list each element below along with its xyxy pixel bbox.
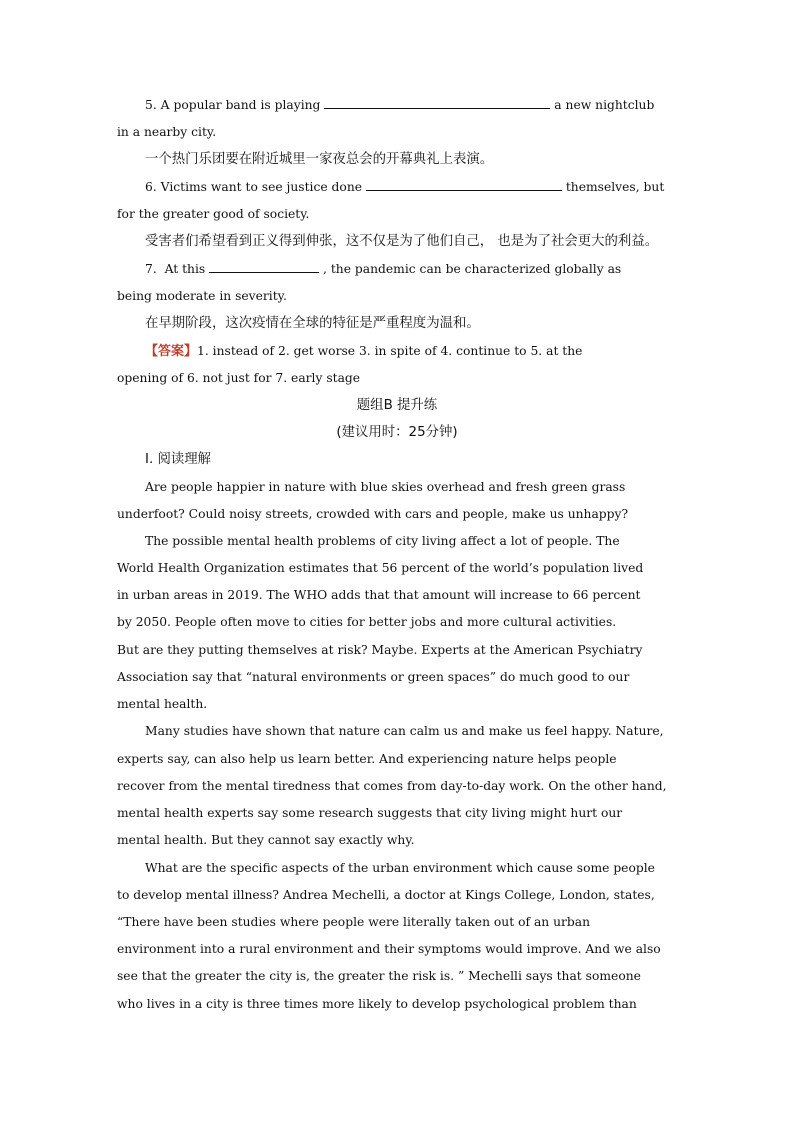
passage-line: Many studies have shown that nature can calm us and make us feel happy. Nature, <box>145 724 664 738</box>
exercise-text-after: a new nightclub <box>554 98 655 112</box>
passage-line: Are people happier in nature with blue skies overhead and fresh green grass <box>145 480 626 494</box>
answer-blank <box>324 97 550 109</box>
exercise-7-line1 <box>145 256 677 283</box>
exercise-5-translation: 一个热门乐团要在附近城里一家夜总会的开幕典礼上表演。 <box>145 152 494 167</box>
exercise-number: 5. <box>145 98 157 112</box>
passage-line: But are they putting themselves at risk? Maybe. Experts at the American Psychiatry <box>117 643 643 657</box>
exercise-text-before: Victims want to see justice done <box>160 180 363 194</box>
passage-line: mental health experts say some research suggests that city living might hurt our <box>117 806 623 820</box>
exercise-7-translation: 在早期阶段，这次疫情在全球的特征是严重程度为温和。 <box>145 316 480 331</box>
passage-line: “There have been studies where people were literally taken out of an urban <box>117 915 591 929</box>
passage-line: see that the greater the city is, the greater the risk is. ” Mechelli says that someone <box>117 969 641 983</box>
passage-line: World Health Organization estimates that 56 percent of the world’s population lived <box>117 561 644 575</box>
passage-line: who lives in a city is three times more likely to develop psychological problem than <box>117 997 637 1011</box>
answer-blank <box>209 261 319 273</box>
suggested-time: (建议用时：25分钟) <box>336 425 458 440</box>
section-title: 题组B 提升练 <box>356 398 438 413</box>
exercise-6-line1 <box>145 174 677 201</box>
exercise-text-after: , the pandemic can be characterized globally as <box>323 262 622 276</box>
passage-line: experts say, can also help us learn better. And experiencing nature helps people <box>117 752 617 766</box>
passage-line: Association say that “natural environments or green spaces” do much good to our <box>117 670 630 684</box>
exercise-5-line2: in a nearby city. <box>117 125 217 139</box>
exercise-text-before: At this <box>164 262 206 276</box>
passage-line: to develop mental illness? Andrea Mechelli, a doctor at Kings College, London, states, <box>117 888 655 902</box>
passage-line: environment into a rural environment and their symptoms would improve. And we also <box>117 942 661 956</box>
answer-label: 【答案】 <box>145 344 198 359</box>
passage-line: by 2050. People often move to cities for better jobs and more cultural activities. <box>117 615 617 629</box>
exercise-6-translation: 受害者们希望看到正义得到伸张，这不仅是为了他们自己， 也是为了社会更大的利益。 <box>145 234 659 249</box>
passage-line: mental health. But they cannot say exactly why. <box>117 833 415 847</box>
passage-line: recover from the mental tiredness that comes from day-to-day work. On the other hand, <box>117 779 667 793</box>
exercise-7-line2: being moderate in severity. <box>117 289 287 303</box>
exercise-6-line2: for the greater good of society. <box>117 207 310 221</box>
exercise-text-before: A popular band is playing <box>160 98 321 112</box>
exercise-5-line1 <box>145 92 677 119</box>
passage-line: underfoot? Could noisy streets, crowded with cars and people, make us unhappy? <box>117 507 629 521</box>
exercise-text-after: themselves, but <box>565 180 665 194</box>
exercise-number: 6. <box>145 180 157 194</box>
passage-line: in urban areas in 2019. The WHO adds that that amount will increase to 66 percent <box>117 588 641 602</box>
part-heading: Ⅰ. 阅读理解 <box>145 452 212 467</box>
exercise-number: 7. <box>145 262 157 276</box>
answer-line2: opening of 6. not just for 7. early stage <box>117 371 361 385</box>
answer-blank <box>366 179 562 191</box>
passage-line: What are the specific aspects of the urban environment which cause some people <box>145 861 655 875</box>
answer-text: 1. instead of 2. get worse 3. in spite of 4. continue to 5. at the <box>197 344 583 358</box>
passage-line: mental health. <box>117 697 208 711</box>
answer-line1 <box>145 338 677 365</box>
passage-line: The possible mental health problems of city living affect a lot of people. The <box>145 534 620 548</box>
